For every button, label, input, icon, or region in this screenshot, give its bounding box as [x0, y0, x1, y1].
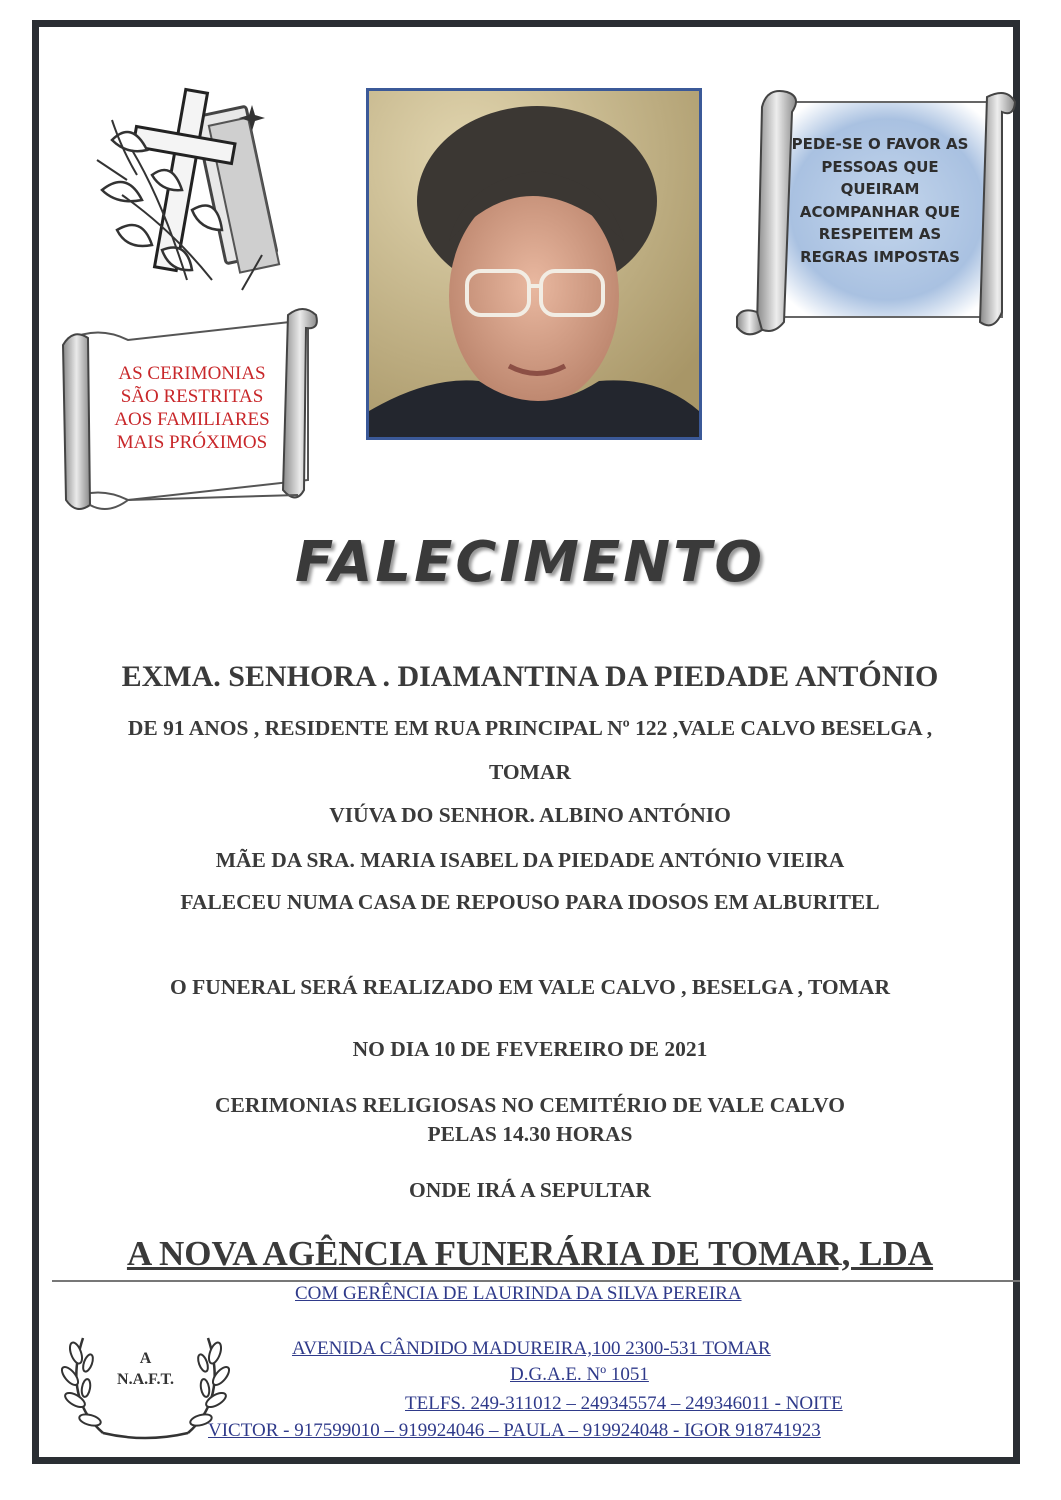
rules-line: ACOMPANHAR QUE: [799, 202, 961, 221]
rules-line: REGRAS IMPOSTAS: [800, 247, 960, 266]
agency-contacts: VICTOR - 917599010 – 919924046 – PAULA – 919924048 - IGOR 918741923: [208, 1420, 821, 1441]
agency-management: COM GERÊNCIA DE LAURINDA DA SILVA PEREIRA: [295, 1283, 742, 1304]
restriction-line: MAIS PRÓXIMOS: [116, 432, 268, 453]
deceased-name: EXMA. SENHORA . DIAMANTINA DA PIEDADE ANTÓNIO: [121, 660, 939, 693]
residence-line: DE 91 ANOS , RESIDENTE EM RUA PRINCIPAL Nº 122 ,VALE CALVO BESELGA ,: [127, 716, 933, 740]
rules-notice: [780, 133, 980, 268]
logo-letter: A: [139, 1350, 152, 1367]
portrait-photo: [366, 88, 702, 440]
death-line: FALECEU NUMA CASA DE REPOUSO PARA IDOSOS EM ALBURITEL: [180, 890, 880, 914]
agency-phones: TELFS. 249-311012 – 249345574 – 249346011 - NOITE: [405, 1393, 843, 1414]
page-title: FALECIMENTO: [295, 530, 765, 595]
funeral-line: O FUNERAL SERÁ REALIZADO EM VALE CALVO , BESELGA , TOMAR: [170, 975, 890, 999]
rules-line: QUEIRAM: [840, 180, 920, 198]
footer-divider: [52, 1280, 1020, 1282]
rules-line: RESPEITEM AS: [818, 225, 942, 243]
agency-name: A NOVA AGÊNCIA FUNERÁRIA DE TOMAR, LDA: [126, 1234, 934, 1273]
cross-lily-icon: [92, 80, 282, 300]
agency-address: AVENIDA CÂNDIDO MADUREIRA,100 2300-531 TOMAR: [292, 1338, 771, 1359]
restriction-notice: [92, 362, 292, 454]
agency-dgae: D.G.A.E. Nº 1051: [510, 1364, 649, 1385]
date-line: NO DIA 10 DE FEVEREIRO DE 2021: [352, 1037, 708, 1061]
town-line: TOMAR: [488, 760, 572, 784]
rules-line: PESSOAS QUE: [821, 157, 939, 176]
burial-line: ONDE IRÁ A SEPULTAR: [409, 1178, 651, 1202]
rules-line: PEDE-SE O FAVOR AS: [791, 135, 969, 153]
mother-line: MÃE DA SRA. MARIA ISABEL DA PIEDADE ANTÓNIO VIEIRA: [215, 848, 845, 872]
restriction-line: AOS FAMILIARES: [114, 409, 270, 430]
logo-acronym: N.A.F.T.: [117, 1371, 174, 1388]
widow-line: VIÚVA DO SENHOR. ALBINO ANTÓNIO: [329, 803, 731, 827]
agency-logo: [58, 1318, 233, 1443]
restriction-line: SÃO RESTRITAS: [120, 386, 264, 407]
time-line: PELAS 14.30 HORAS: [427, 1122, 633, 1146]
ceremony-line: CERIMONIAS RELIGIOSAS NO CEMITÉRIO DE VALE CALVO: [215, 1093, 845, 1117]
restriction-line: AS CERIMONIAS: [118, 363, 266, 384]
